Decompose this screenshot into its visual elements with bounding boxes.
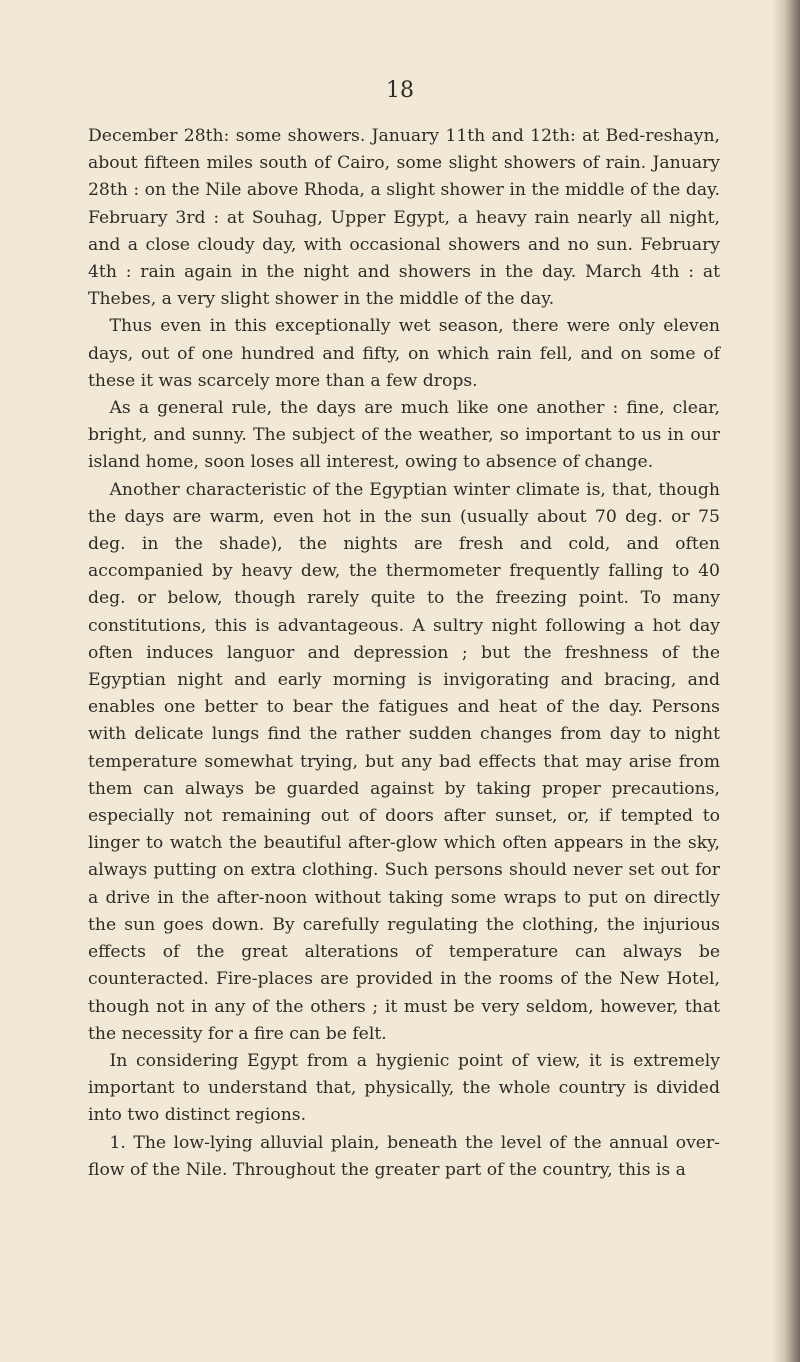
page-edge-shadow: [772, 0, 800, 1362]
paragraph-hygienic-regions: In considering Egypt from a hygienic point of view, it is extremely important to understand that, physically, the whole country is divided into two distinct regions.: [88, 1050, 720, 1126]
paragraph-rain-summary: Thus even in this exceptionally wet season, there were only eleven days, out of one hundred and fifty, on which rain fell, and on some of these it was scarcely more than a few drops.: [88, 316, 720, 391]
paragraph-rain-dates: December 28th: some showers. January 11th and 12th: at Bed-reshayn, about fifteen miles south of Cairo, some slight showers of rain. January 28th : on the Nile above Rhoda, a slight shower in the middle of the day. February 3rd : at Souhag, Upper Egypt, a heavy rain nearly all night, and a close cloudy day, with occasional showers and no sun. February 4th : rain again in the night and showers in the day. March 4th : at Thebes, a very slight shower in the middle of the day.: [88, 126, 720, 310]
paragraph-general-rule: As a general rule, the days are much like one another : fine, clear, bright, and sunny. The subject of the weather, so important to us in our island home, soon loses all interest, owing to absence of change.: [88, 398, 720, 473]
page-number: 18: [386, 78, 414, 103]
paragraph-winter-climate: Another characteristic of the Egyptian winter climate is, that, though the days are warm, even hot in the sun (usually about 70 deg. or 75 deg. in the shade), the nights are fresh and cold, and often accompanied by heavy dew, the thermometer frequently falling to 40 deg. or below, though rarely quite to the freezing point. To many constitutions, this is advantageous. A sultry night following a hot day often induces languor and depression ; but the freshness of the Egyptian night and early morning is invigorating and bracing, and enables one better to bear the fatigues and heat of the day. Persons with delicate lungs find the rather sudden changes from day to night temperature somewhat trying, but any bad effects that may arise from them can always be guarded against by taking proper precautions, especially not remaining out of doors after sunset, or, if tempted to linger to watch the beautiful after-glow which often appears in the sky, always putting on extra clothing. Such persons should never set out for a drive in the after-noon without taking some wraps to put on directly the sun goes down. By carefully regulating the clothing, the injurious effects of the great alterations of temperature can always be counteracted. Fire-places are provided in the rooms of the New Hotel, though not in any of the others ; it must be very seldom, however, that the necessity for a fire can be felt.: [88, 479, 720, 1044]
body-text: [88, 123, 720, 1184]
paragraph-alluvial-plain: 1. The low-lying alluvial plain, beneath the level of the annual over-flow of the Nile. Throughout the greater part of the country, this is a: [88, 1132, 720, 1180]
